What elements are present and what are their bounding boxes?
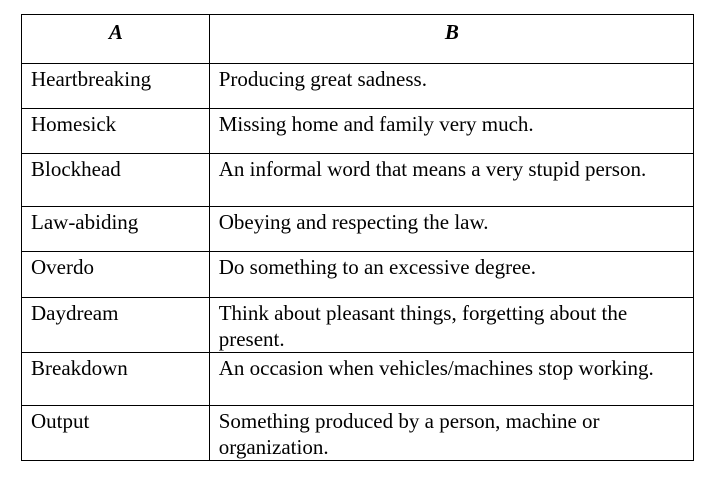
term-cell: Output	[22, 406, 210, 461]
column-header-a: A	[22, 15, 210, 64]
table-row	[22, 109, 694, 154]
definition-cell: An occasion when vehicles/machines stop working.	[209, 353, 693, 406]
vocabulary-table	[21, 14, 694, 461]
term-cell: Breakdown	[22, 353, 210, 406]
term-cell: Homesick	[22, 109, 210, 154]
definition-cell: Something produced by a person, machine or organization.	[209, 406, 693, 461]
term-cell: Law-abiding	[22, 207, 210, 252]
table-row	[22, 207, 694, 252]
definition-cell: Missing home and family very much.	[209, 109, 693, 154]
table-row	[22, 353, 694, 406]
term-cell: Blockhead	[22, 154, 210, 207]
term-cell: Heartbreaking	[22, 64, 210, 109]
table-row	[22, 252, 694, 298]
table-row	[22, 154, 694, 207]
definition-cell: Obeying and respecting the law.	[209, 207, 693, 252]
definition-cell: Think about pleasant things, forgetting about the present.	[209, 298, 693, 353]
term-cell: Overdo	[22, 252, 210, 298]
definition-cell: Producing great sadness.	[209, 64, 693, 109]
table-row	[22, 64, 694, 109]
column-header-b: B	[209, 15, 693, 64]
table-row	[22, 406, 694, 461]
definition-cell: Do something to an excessive degree.	[209, 252, 693, 298]
header-row	[22, 15, 694, 64]
table-row	[22, 298, 694, 353]
term-cell: Daydream	[22, 298, 210, 353]
definition-cell: An informal word that means a very stupid person.	[209, 154, 693, 207]
